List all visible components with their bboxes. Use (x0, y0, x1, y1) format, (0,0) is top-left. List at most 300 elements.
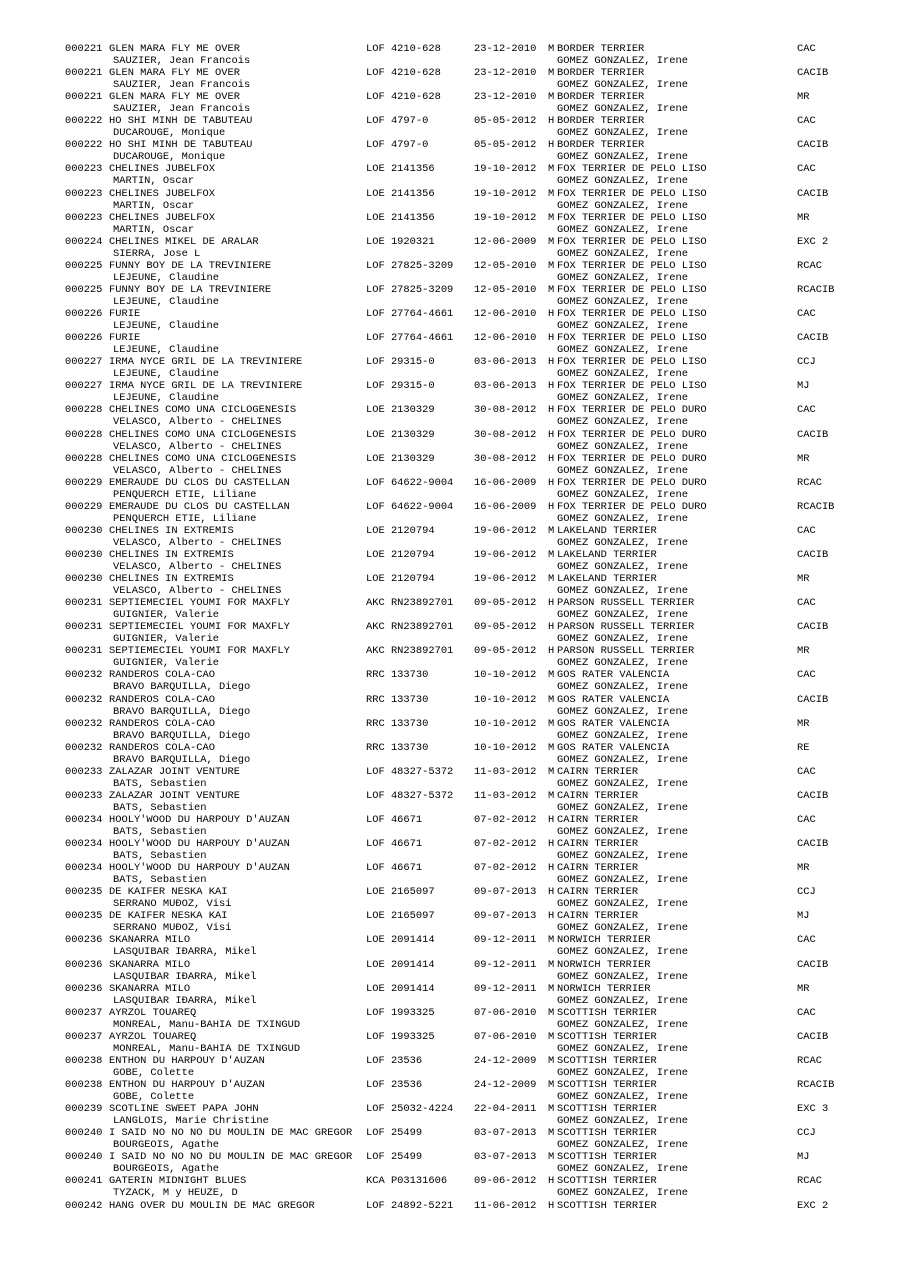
result-entry (0, 1151, 905, 1175)
catalog-number: 000237 (65, 1006, 103, 1019)
dog-name: ENTHON DU HARPOUY D'AUZAN (109, 1054, 265, 1067)
judge-name: GOMEZ GONZALEZ, Irene (557, 271, 688, 284)
birth-date: 12-05-2010 (474, 259, 537, 272)
registration-number: LOE 2141356 (366, 187, 435, 200)
sex-code: M (548, 789, 555, 802)
birth-date: 11-06-2012 (474, 1199, 537, 1212)
owner-name: BATS, Sebastien (113, 874, 207, 887)
result-entry (0, 67, 905, 91)
dog-name: EMERAUDE DU CLOS DU CASTELLAN (109, 500, 290, 513)
owner-name: DUCAROUGE, Monique (113, 151, 226, 164)
breed-name: FOX TERRIER DE PELO LISO (557, 187, 707, 200)
result-entry (0, 525, 905, 549)
result-entry (0, 959, 905, 983)
dog-name: SKANARRA MILO (109, 934, 191, 947)
breed-name: FOX TERRIER DE PELO DURO (557, 404, 707, 417)
result-entry (0, 212, 905, 236)
result-entry (0, 429, 905, 453)
judge-name: GOMEZ GONZALEZ, Irene (557, 344, 688, 357)
birth-date: 30-08-2012 (474, 428, 537, 441)
birth-date: 09-05-2012 (474, 597, 537, 610)
birth-date: 10-10-2012 (474, 669, 537, 682)
award-code: CAC (797, 43, 816, 55)
registration-number: LOF 46671 (366, 814, 423, 826)
result-entry (0, 477, 905, 501)
catalog-number: 000229 (65, 476, 103, 489)
catalog-number: 000236 (65, 958, 103, 971)
dog-name: GLEN MARA FLY ME OVER (109, 43, 240, 55)
dog-name: CHELINES JUBELFOX (109, 211, 216, 224)
catalog-number: 000241 (65, 1175, 103, 1188)
dog-name: I SAID NO NO NO DU MOULIN DE MAC GREGOR (109, 1151, 353, 1164)
award-code: CAC (797, 115, 816, 128)
result-entry (0, 862, 905, 886)
owner-name: LEJEUNE, Claudine (113, 271, 220, 284)
registration-number: LOF 1993325 (366, 1030, 435, 1043)
registration-number: LOF 46671 (366, 862, 423, 875)
catalog-number: 000221 (65, 67, 103, 80)
sex-code: M (548, 693, 555, 706)
result-entry (0, 669, 905, 693)
birth-date: 09-05-2012 (474, 621, 537, 634)
dog-name: GLEN MARA FLY ME OVER (109, 91, 240, 104)
breed-name: GOS RATER VALENCIA (557, 741, 670, 754)
award-code: MR (797, 862, 810, 875)
owner-name: PENQUERCH ETIE, Liliane (113, 488, 257, 501)
dog-name: ZALAZAR JOINT VENTURE (109, 789, 240, 802)
judge-name: GOMEZ GONZALEZ, Irene (557, 994, 688, 1007)
award-code: RCAC (797, 259, 822, 272)
sex-code: M (548, 91, 555, 104)
owner-name: VELASCO, Alberto - CHELINES (113, 536, 282, 549)
catalog-number: 000221 (65, 91, 103, 104)
birth-date: 07-06-2010 (474, 1006, 537, 1019)
judge-name: GOMEZ GONZALEZ, Irene (557, 777, 688, 790)
sex-code: M (548, 934, 555, 947)
sex-code: M (548, 283, 555, 296)
registration-number: RRC 133730 (366, 717, 429, 730)
birth-date: 11-03-2012 (474, 765, 537, 778)
judge-name: GOMEZ GONZALEZ, Irene (557, 946, 688, 959)
dog-name: HOOLY'WOOD DU HARPOUY D'AUZAN (109, 862, 290, 875)
catalog-number: 000222 (65, 115, 103, 128)
judge-name: GOMEZ GONZALEZ, Irene (557, 922, 688, 935)
result-entry (0, 983, 905, 1007)
sex-code: M (548, 1006, 555, 1019)
result-entry (0, 1031, 905, 1055)
catalog-number: 000225 (65, 283, 103, 296)
sex-code: H (548, 910, 555, 923)
sex-code: H (548, 838, 555, 851)
registration-number: LOE 1920321 (366, 235, 435, 248)
dog-name: EMERAUDE DU CLOS DU CASTELLAN (109, 476, 290, 489)
dog-name: RANDEROS COLA-CAO (109, 741, 216, 754)
dog-name: HANG OVER DU MOULIN DE MAC GREGOR (109, 1199, 315, 1212)
award-code: MR (797, 573, 810, 586)
owner-name: LEJEUNE, Claudine (113, 295, 220, 308)
catalog-number: 000232 (65, 717, 103, 730)
award-code: MR (797, 91, 810, 104)
birth-date: 16-06-2009 (474, 500, 537, 513)
owner-name: BATS, Sebastien (113, 826, 207, 838)
catalog-number: 000240 (65, 1151, 103, 1164)
sex-code: M (548, 765, 555, 778)
sex-code: H (548, 1199, 555, 1212)
birth-date: 03-07-2013 (474, 1151, 537, 1164)
birth-date: 09-07-2013 (474, 910, 537, 923)
breed-name: FOX TERRIER DE PELO LISO (557, 163, 707, 176)
judge-name: GOMEZ GONZALEZ, Irene (557, 151, 688, 164)
registration-number: LOF 48327-5372 (366, 789, 454, 802)
owner-name: MONREAL, Manu-BAHIA DE TXINGUD (113, 1018, 301, 1031)
judge-name: GOMEZ GONZALEZ, Irene (557, 512, 688, 525)
sex-code: H (548, 645, 555, 658)
catalog-number: 000227 (65, 380, 103, 393)
birth-date: 07-06-2010 (474, 1030, 537, 1043)
birth-date: 19-10-2012 (474, 163, 537, 176)
owner-name: GUIGNIER, Valerie (113, 633, 220, 646)
registration-number: LOE 2165097 (366, 886, 435, 899)
registration-number: LOE 2120794 (366, 573, 435, 586)
award-code: EXC 2 (797, 1199, 829, 1212)
breed-name: FOX TERRIER DE PELO LISO (557, 308, 707, 321)
birth-date: 09-05-2012 (474, 645, 537, 658)
dog-name: GLEN MARA FLY ME OVER (109, 67, 240, 80)
sex-code: H (548, 356, 555, 369)
birth-date: 19-10-2012 (474, 187, 537, 200)
sex-code: M (548, 573, 555, 586)
breed-name: SCOTTISH TERRIER (557, 1151, 657, 1164)
award-code: CACIB (797, 621, 829, 634)
award-code: CCJ (797, 886, 816, 899)
owner-name: VELASCO, Alberto - CHELINES (113, 585, 282, 598)
sex-code: H (548, 597, 555, 610)
catalog-number: 000238 (65, 1079, 103, 1092)
catalog-number: 000232 (65, 669, 103, 682)
owner-name: GOBE, Colette (113, 1091, 195, 1104)
judge-name: GOMEZ GONZALEZ, Irene (557, 1066, 688, 1079)
breed-name: SCOTTISH TERRIER (557, 1175, 657, 1188)
sex-code: H (548, 500, 555, 513)
registration-number: LOF 64622-9004 (366, 476, 454, 489)
breed-name: BORDER TERRIER (557, 139, 645, 152)
catalog-number: 000223 (65, 211, 103, 224)
judge-name: GOMEZ GONZALEZ, Irene (557, 223, 688, 236)
result-entry (0, 886, 905, 910)
award-code: MJ (797, 1151, 810, 1164)
breed-name: SCOTTISH TERRIER (557, 1030, 657, 1043)
result-entry (0, 597, 905, 621)
catalog-number: 000236 (65, 934, 103, 947)
results-listing (0, 43, 905, 1224)
result-entry (0, 694, 905, 718)
judge-name: GOMEZ GONZALEZ, Irene (557, 560, 688, 573)
sex-code: H (548, 332, 555, 345)
judge-name: GOMEZ GONZALEZ, Irene (557, 801, 688, 814)
owner-name: SAUZIER, Jean Francois (113, 79, 251, 92)
dog-name: SKANARRA MILO (109, 958, 191, 971)
dog-name: CHELINES COMO UNA CICLOGENESIS (109, 452, 297, 465)
breed-name: FOX TERRIER DE PELO LISO (557, 380, 707, 393)
registration-number: LOF 4797-0 (366, 139, 429, 152)
dog-name: DE KAIFER NESKA KAI (109, 910, 228, 923)
owner-name: VELASCO, Alberto - CHELINES (113, 560, 282, 573)
catalog-number: 000239 (65, 1103, 103, 1116)
catalog-number: 000222 (65, 139, 103, 152)
breed-name: FOX TERRIER DE PELO DURO (557, 428, 707, 441)
breed-name: NORWICH TERRIER (557, 958, 651, 971)
dog-name: DE KAIFER NESKA KAI (109, 886, 228, 899)
birth-date: 05-05-2012 (474, 139, 537, 152)
catalog-number: 000228 (65, 404, 103, 417)
judge-name: GOMEZ GONZALEZ, Irene (557, 681, 688, 694)
sex-code: M (548, 1030, 555, 1043)
sex-code: M (548, 741, 555, 754)
result-entry (0, 115, 905, 139)
catalog-number: 000231 (65, 645, 103, 658)
registration-number: LOF 27825-3209 (366, 259, 454, 272)
owner-name: SERRANO MUÐOZ, Visi (113, 898, 232, 911)
breed-name: GOS RATER VALENCIA (557, 669, 670, 682)
catalog-number: 000234 (65, 862, 103, 875)
registration-number: LOE 2091414 (366, 982, 435, 995)
award-code: RCAC (797, 1054, 822, 1067)
sex-code: H (548, 428, 555, 441)
owner-name: BATS, Sebastien (113, 777, 207, 790)
award-code: MR (797, 717, 810, 730)
award-code: CACIB (797, 139, 829, 152)
award-code: RE (797, 741, 810, 754)
judge-name: GOMEZ GONZALEZ, Irene (557, 1139, 688, 1152)
result-entry (0, 308, 905, 332)
sex-code: M (548, 259, 555, 272)
result-entry (0, 621, 905, 645)
sex-code: M (548, 211, 555, 224)
sex-code: M (548, 1127, 555, 1140)
award-code: MR (797, 982, 810, 995)
registration-number: LOF 27825-3209 (366, 283, 454, 296)
judge-name: GOMEZ GONZALEZ, Irene (557, 826, 688, 838)
owner-name: LEJEUNE, Claudine (113, 392, 220, 405)
birth-date: 07-02-2012 (474, 838, 537, 851)
birth-date: 30-08-2012 (474, 404, 537, 417)
breed-name: GOS RATER VALENCIA (557, 693, 670, 706)
award-code: MR (797, 645, 810, 658)
breed-name: SCOTTISH TERRIER (557, 1127, 657, 1140)
award-code: CACIB (797, 693, 829, 706)
breed-name: FOX TERRIER DE PELO DURO (557, 500, 707, 513)
breed-name: NORWICH TERRIER (557, 934, 651, 947)
catalog-number: 000233 (65, 789, 103, 802)
sex-code: M (548, 524, 555, 537)
registration-number: LOF 48327-5372 (366, 765, 454, 778)
result-entry (0, 260, 905, 284)
catalog-number: 000226 (65, 332, 103, 345)
judge-name: GOMEZ GONZALEZ, Irene (557, 440, 688, 453)
result-entry (0, 910, 905, 934)
catalog-number: 000221 (65, 43, 103, 55)
registration-number: LOE 2091414 (366, 958, 435, 971)
catalog-number: 000230 (65, 548, 103, 561)
catalog-number: 000231 (65, 621, 103, 634)
breed-name: BORDER TERRIER (557, 43, 645, 55)
birth-date: 10-10-2012 (474, 717, 537, 730)
sex-code: H (548, 308, 555, 321)
judge-name: GOMEZ GONZALEZ, Irene (557, 753, 688, 766)
owner-name: GUIGNIER, Valerie (113, 609, 220, 622)
birth-date: 22-04-2011 (474, 1103, 537, 1116)
result-entry (0, 453, 905, 477)
award-code: CAC (797, 1006, 816, 1019)
birth-date: 30-08-2012 (474, 452, 537, 465)
birth-date: 03-07-2013 (474, 1127, 537, 1140)
sex-code: M (548, 548, 555, 561)
catalog-number: 000223 (65, 163, 103, 176)
result-entry (0, 163, 905, 187)
breed-name: CAIRN TERRIER (557, 886, 639, 899)
breed-name: CAIRN TERRIER (557, 765, 639, 778)
judge-name: GOMEZ GONZALEZ, Irene (557, 874, 688, 887)
sex-code: M (548, 1103, 555, 1116)
birth-date: 23-12-2010 (474, 91, 537, 104)
owner-name: BRAVO BARQUILLA, Diego (113, 681, 251, 694)
registration-number: KCA P03131606 (366, 1175, 448, 1188)
breed-name: BORDER TERRIER (557, 67, 645, 80)
dog-name: HO SHI MINH DE TABUTEAU (109, 139, 253, 152)
award-code: CCJ (797, 1127, 816, 1140)
award-code: CACIB (797, 67, 829, 80)
owner-name: VELASCO, Alberto - CHELINES (113, 440, 282, 453)
owner-name: DUCAROUGE, Monique (113, 127, 226, 140)
judge-name: GOMEZ GONZALEZ, Irene (557, 247, 688, 260)
breed-name: GOS RATER VALENCIA (557, 717, 670, 730)
owner-name: GOBE, Colette (113, 1066, 195, 1079)
award-code: CAC (797, 765, 816, 778)
registration-number: LOE 2141356 (366, 163, 435, 176)
owner-name: PENQUERCH ETIE, Liliane (113, 512, 257, 525)
owner-name: LASQUIBAR IÐARRA, Mikel (113, 946, 257, 959)
judge-name: GOMEZ GONZALEZ, Irene (557, 1163, 688, 1176)
catalog-number: 000238 (65, 1054, 103, 1067)
catalog-number: 000234 (65, 814, 103, 826)
registration-number: LOE 2091414 (366, 934, 435, 947)
breed-name: CAIRN TERRIER (557, 814, 639, 826)
judge-name: GOMEZ GONZALEZ, Irene (557, 103, 688, 116)
result-entry (0, 1055, 905, 1079)
breed-name: CAIRN TERRIER (557, 838, 639, 851)
dog-name: FUNNY BOY DE LA TREVINIERE (109, 259, 272, 272)
dog-name: SEPTIEMECIEL YOUMI FOR MAXFLY (109, 597, 290, 610)
registration-number: AKC RN23892701 (366, 621, 454, 634)
sex-code: H (548, 452, 555, 465)
breed-name: SCOTTISH TERRIER (557, 1079, 657, 1092)
sex-code: H (548, 621, 555, 634)
sex-code: M (548, 1079, 555, 1092)
award-code: CAC (797, 814, 816, 826)
catalog-number: 000237 (65, 1030, 103, 1043)
judge-name: GOMEZ GONZALEZ, Irene (557, 488, 688, 501)
judge-name: GOMEZ GONZALEZ, Irene (557, 1091, 688, 1104)
sex-code: H (548, 1175, 555, 1188)
registration-number: LOE 2120794 (366, 548, 435, 561)
result-entry (0, 356, 905, 380)
dog-name: AYRZOL TOUAREQ (109, 1030, 197, 1043)
result-entry (0, 1175, 905, 1199)
award-code: CAC (797, 524, 816, 537)
result-entry (0, 790, 905, 814)
breed-name: FOX TERRIER DE PELO LISO (557, 283, 707, 296)
owner-name: LANGLOIS, Marie Christine (113, 1115, 269, 1128)
judge-name: GOMEZ GONZALEZ, Irene (557, 850, 688, 863)
breed-name: FOX TERRIER DE PELO LISO (557, 259, 707, 272)
breed-name: BORDER TERRIER (557, 115, 645, 128)
result-entry (0, 573, 905, 597)
owner-name: VELASCO, Alberto - CHELINES (113, 464, 282, 477)
result-entry (0, 934, 905, 958)
breed-name: SCOTTISH TERRIER (557, 1006, 657, 1019)
judge-name: GOMEZ GONZALEZ, Irene (557, 729, 688, 742)
owner-name: LEJEUNE, Claudine (113, 320, 220, 333)
birth-date: 19-06-2012 (474, 548, 537, 561)
sex-code: M (548, 717, 555, 730)
breed-name: FOX TERRIER DE PELO LISO (557, 332, 707, 345)
registration-number: AKC RN23892701 (366, 645, 454, 658)
breed-name: FOX TERRIER DE PELO LISO (557, 356, 707, 369)
dog-name: HOOLY'WOOD DU HARPOUY D'AUZAN (109, 814, 290, 826)
sex-code: H (548, 476, 555, 489)
judge-name: GOMEZ GONZALEZ, Irene (557, 320, 688, 333)
sex-code: H (548, 404, 555, 417)
result-entry (0, 718, 905, 742)
registration-number: LOE 2130329 (366, 452, 435, 465)
award-code: CAC (797, 597, 816, 610)
registration-number: LOE 2130329 (366, 428, 435, 441)
birth-date: 07-02-2012 (474, 862, 537, 875)
award-code: MR (797, 211, 810, 224)
result-entry (0, 1127, 905, 1151)
catalog-number: 000235 (65, 910, 103, 923)
result-entry (0, 766, 905, 790)
dog-name: FUNNY BOY DE LA TREVINIERE (109, 283, 272, 296)
award-code: CACIB (797, 428, 829, 441)
sex-code: M (548, 187, 555, 200)
judge-name: GOMEZ GONZALEZ, Irene (557, 970, 688, 983)
owner-name: BRAVO BARQUILLA, Diego (113, 705, 251, 718)
catalog-number: 000231 (65, 597, 103, 610)
award-code: CAC (797, 669, 816, 682)
registration-number: LOF 4210-628 (366, 43, 441, 55)
sex-code: H (548, 862, 555, 875)
judge-name: GOMEZ GONZALEZ, Irene (557, 536, 688, 549)
sex-code: M (548, 67, 555, 80)
dog-name: IRMA NYCE GRIL DE LA TREVINIERE (109, 356, 303, 369)
dog-name: SEPTIEMECIEL YOUMI FOR MAXFLY (109, 621, 290, 634)
breed-name: SCOTTISH TERRIER (557, 1054, 657, 1067)
registration-number: LOF 25499 (366, 1127, 423, 1140)
owner-name: TYZACK, M y HEUZE, D (113, 1187, 238, 1200)
catalog-number: 000227 (65, 356, 103, 369)
breed-name: CAIRN TERRIER (557, 910, 639, 923)
catalog-number: 000232 (65, 741, 103, 754)
dog-name: SKANARRA MILO (109, 982, 191, 995)
breed-name: PARSON RUSSELL TERRIER (557, 597, 695, 610)
birth-date: 12-06-2009 (474, 235, 537, 248)
judge-name: GOMEZ GONZALEZ, Irene (557, 1018, 688, 1031)
award-code: RCACIB (797, 500, 835, 513)
breed-name: BORDER TERRIER (557, 91, 645, 104)
birth-date: 12-05-2010 (474, 283, 537, 296)
catalog-number: 000232 (65, 693, 103, 706)
